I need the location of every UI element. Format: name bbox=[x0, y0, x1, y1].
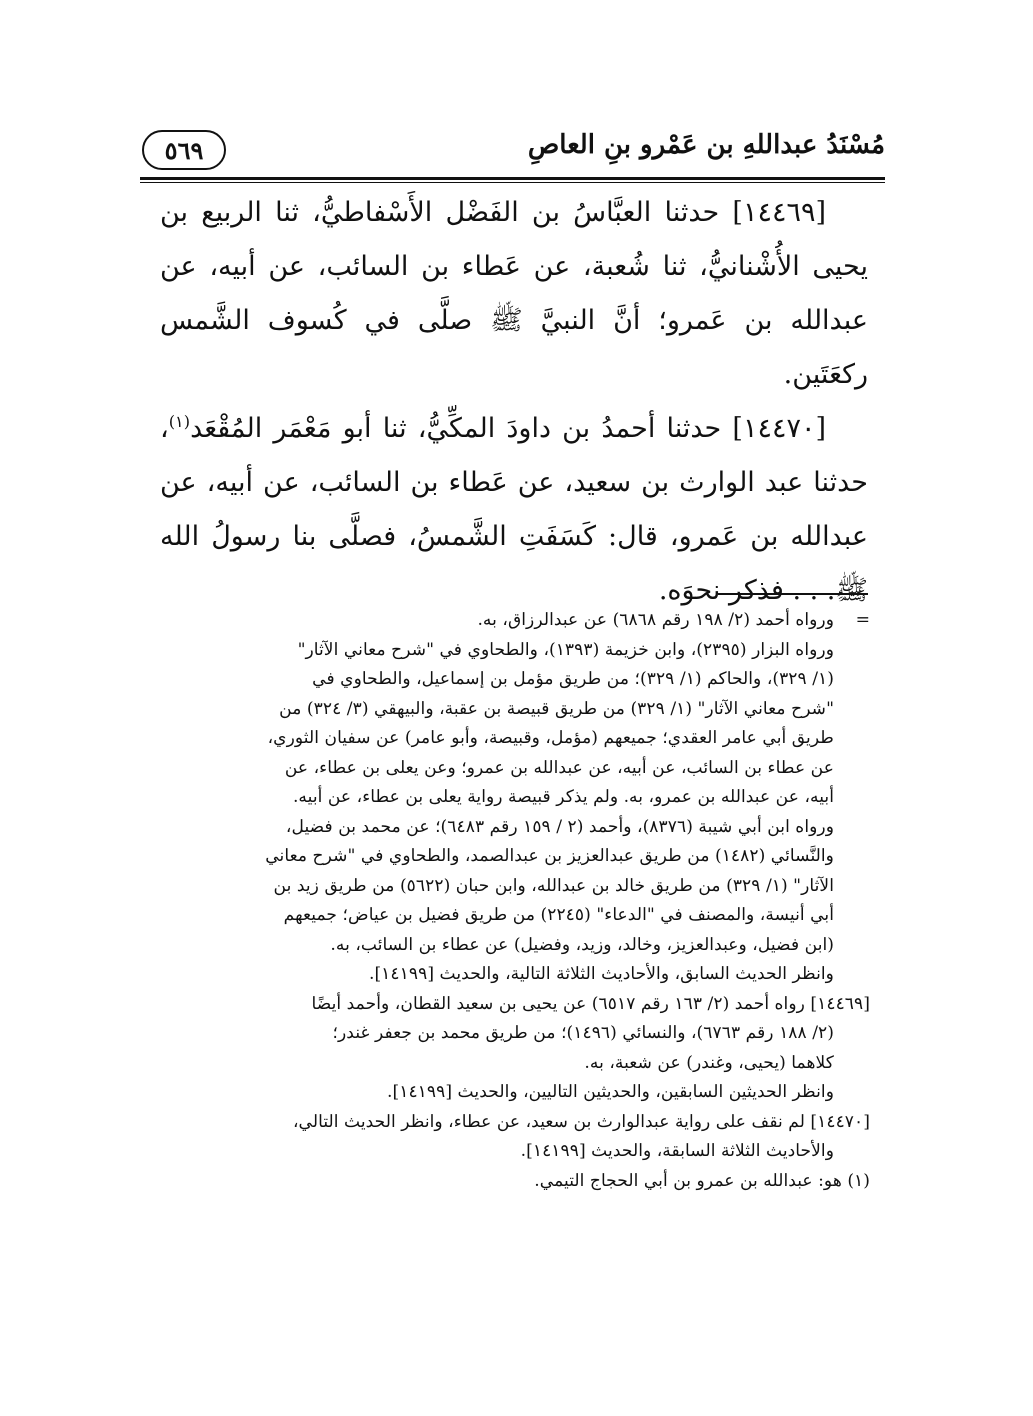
header-rule bbox=[140, 177, 885, 183]
footnote-line: ورواه البزار (٢٣٩٥)، وابن خزيمة (١٣٩٣)، والطحاوي في "شرح معاني الآثار" bbox=[297, 639, 834, 660]
footnote-ref: (١) bbox=[168, 412, 191, 431]
hadith-line: فذكر نحوَه. bbox=[658, 575, 784, 606]
footnote-line: ورواه ابن أبي شيبة (٨٣٧٦)، وأحمد (٢ / ١٥٩ رقم ٦٤٨٣)؛ عن محمد بن فضيل، bbox=[285, 816, 834, 837]
hadith-line: يحيى الأُشْنانيُّ، ثنا شُعبة، عن عَطاء بن السائب، عن أبيه، عن bbox=[160, 251, 868, 282]
note-14470-line: [١٤٤٧٠] لم نقف على رواية عبدالوارث بن سعيد، عن عطاء، وانظر الحديث التالي، bbox=[292, 1111, 870, 1132]
note-14469-line: [١٤٤٦٩] رواه أحمد (٢/ ١٦٣ رقم ٦٥١٧) عن يحيى بن سعيد القطان، وأحمد أيضًا bbox=[311, 993, 870, 1014]
page-title: مُسْنَدُ عبداللهِ بن عَمْرو بنِ العاصِ bbox=[527, 130, 885, 160]
footnote-separator bbox=[718, 593, 868, 595]
footnote-line: أبيه، عن عبدالله بن عمرو، به. ولم يذكر قبيصة رواية يعلى بن عطاء، عن أبيه. bbox=[292, 787, 834, 807]
hadith-14470 bbox=[160, 402, 868, 618]
main-text bbox=[160, 186, 868, 618]
footnote-line: وانظر الحديث السابق، والأحاديث الثلاثة التالية، والحديث [١٤١٩٩]. bbox=[369, 964, 834, 984]
footnote-line: "شرح معاني الآثار" (١/ ٣٢٩) من طريق قبيصة بن عقبة، والبيهقي (٣/ ٣٢٤) من bbox=[279, 698, 834, 719]
footnote-1: (١) هو: عبدالله بن عمرو بن أبي الحجاج التيمي. bbox=[534, 1170, 870, 1191]
note-14469-line: (٢/ ١٨٨ رقم ٦٧٦٣)، والنسائي (١٤٩٦)؛ من طريق محمد بن جعفر غندر؛ bbox=[332, 1023, 834, 1043]
footnote-line: (١/ ٣٢٩)، والحاكم (١/ ٣٢٩)؛ من طريق مؤمل بن إسماعيل، والطحاوي في bbox=[312, 669, 834, 689]
note-14469-line: وانظر الحديثين السابقين، والحديثين التاليين، والحديث [١٤١٩٩]. bbox=[387, 1082, 834, 1102]
footnote-line: ورواه أحمد (٢/ ١٩٨ رقم ٦٨٦٨) عن عبدالرزاق، به. bbox=[477, 610, 834, 630]
footnote-line: طريق أبي عامر العقدي؛ جميعهم (مؤمل، وقبيصة، وأبو عامر) عن سفيان الثوري، bbox=[267, 728, 834, 748]
footnotes bbox=[160, 606, 870, 1196]
footnote-line: والنَّسائي (١٤٨٢) من طريق عبدالعزيز بن عبدالصمد، والطحاوي في "شرح معاني bbox=[265, 846, 834, 866]
page-header bbox=[140, 118, 885, 176]
hadith-line: [١٤٤٦٩] حدثنا العبَّاسُ بن الفَضْل الأَسْفاطيُّ، ثنا الربيع بن bbox=[160, 197, 826, 228]
note-14469-line: كلاهما (يحيى، وغندر) عن شعبة، به. bbox=[584, 1052, 834, 1073]
footnote-line: الآثار" (١/ ٣٢٩) من طريق خالد بن عبدالله، وابن حبان (٥٦٢٢) من طريق زيد بن bbox=[273, 875, 834, 896]
hadith-line: حدثنا عبد الوارث بن سعيد، عن عَطاء بن السائب، عن أبيه، عن bbox=[160, 467, 868, 498]
note-14470-line: والأحاديث الثلاثة السابقة، والحديث [١٤١٩٩]. bbox=[520, 1141, 834, 1161]
hadith-line: عبدالله بن عَمرو؛ أنَّ النبيَّ ﷺ صلَّى في كُسوف الشَّمس ركعَتَين. bbox=[160, 305, 868, 390]
hadith-line: عبدالله بن عَمرو، قال: كَسَفَتِ الشَّمسُ، فصلَّى بنا رسولُ الله ﷺ. . . bbox=[160, 521, 868, 606]
footnote-continuation bbox=[160, 606, 870, 636]
hadith-line: [١٤٤٧٠] حدثنا أحمدُ بن داودَ المكِّيُّ، ثنا أبو مَعْمَر المُقْعَد bbox=[190, 413, 826, 444]
footnote-line: عن عطاء بن السائب، عن أبيه، عن عبدالله بن عمرو؛ وعن يعلى بن عطاء، عن bbox=[284, 757, 834, 778]
footnote-line: (ابن فضيل، وعبدالعزيز، وخالد، وزيد، وفضيل) عن عطاء بن السائب، به. bbox=[330, 934, 834, 955]
hadith-14469 bbox=[160, 186, 868, 402]
page-number: ٥٦٩ bbox=[142, 130, 226, 170]
footnote-line: أبي أنيسة، والمصنف في "الدعاء" (٢٢٤٥) من طريق فضيل بن عياض؛ جميعهم bbox=[283, 905, 834, 925]
hadith-line-punct: ، bbox=[160, 413, 169, 444]
continuation-marker: = bbox=[855, 610, 870, 630]
